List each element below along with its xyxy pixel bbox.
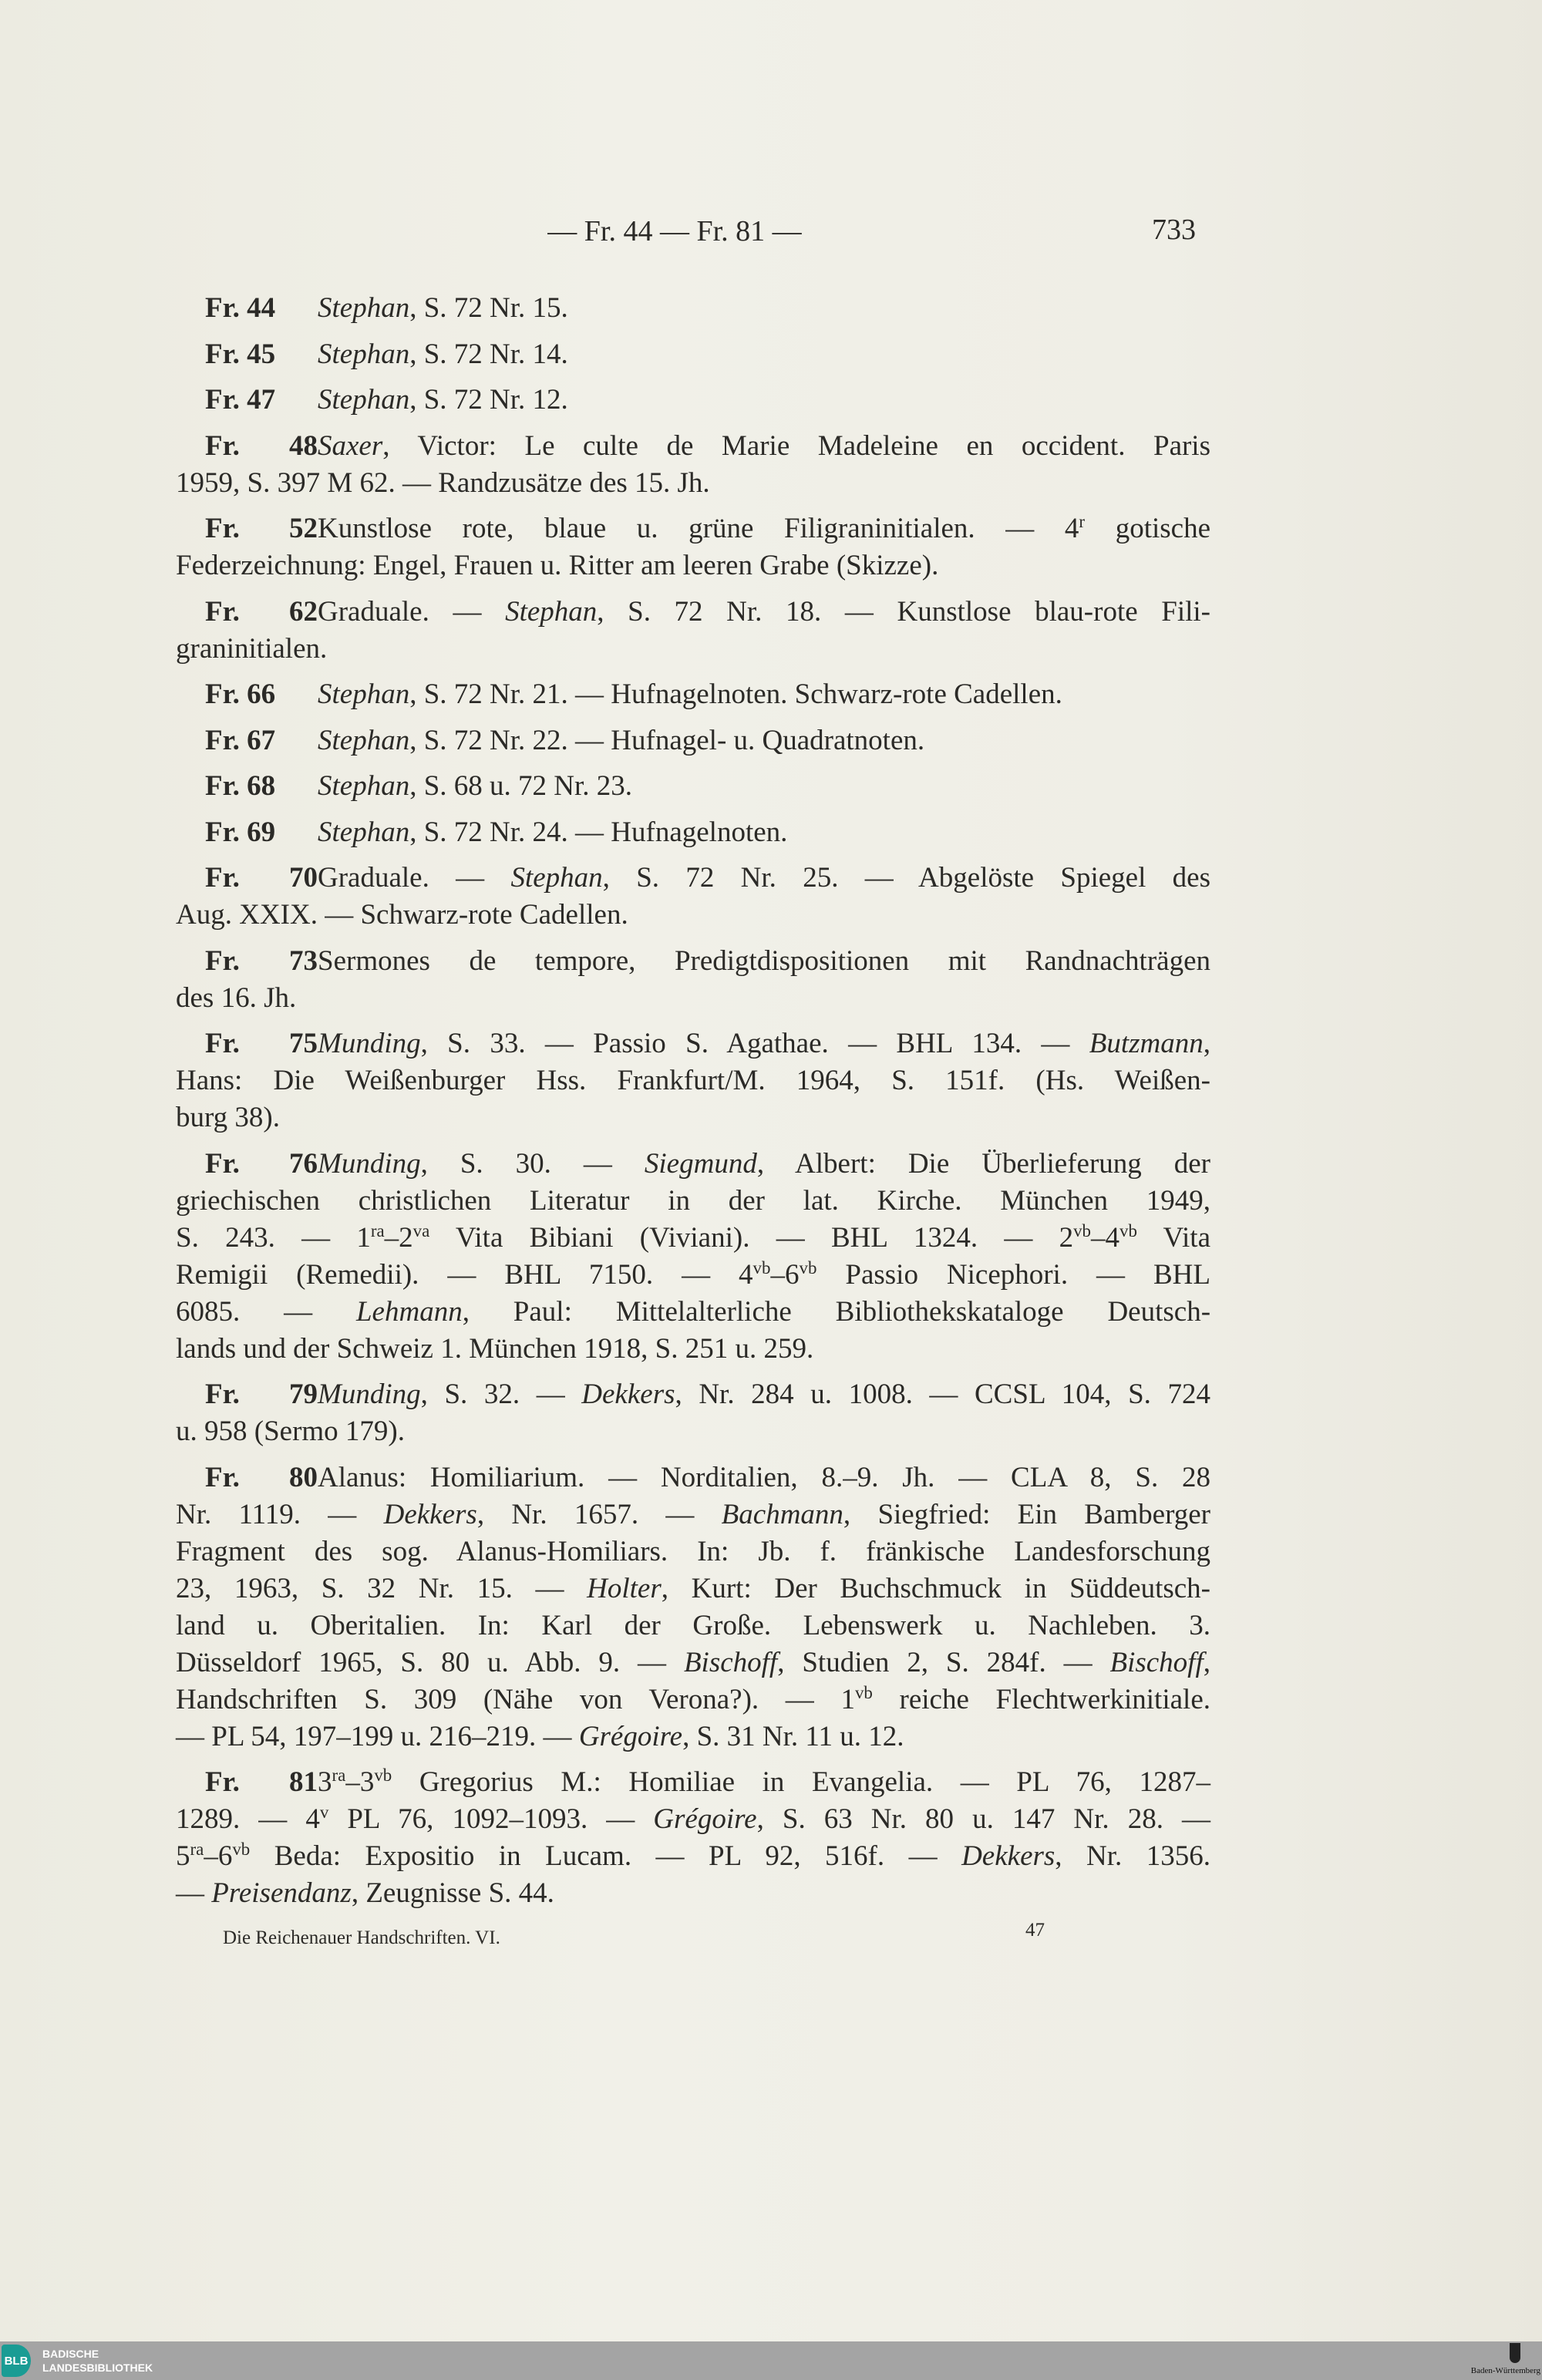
catalog-entry — [176, 943, 1210, 1017]
entry-text: –6 — [204, 1840, 233, 1872]
folio-superscript: ra — [190, 1840, 204, 1860]
fragment-label: Fr. 79 — [205, 1379, 318, 1410]
library-name-line1: BADISCHE — [42, 2348, 99, 2360]
author-name: Stephan — [318, 678, 410, 710]
entry-line — [176, 1025, 1210, 1062]
entry-text: Aug. XXIX. — Schwarz-rote Cadellen. — [176, 899, 628, 931]
entry-text: land u. Oberitalien. In: Karl der Große. Lebenswerk u. Nachleben. 3. — [176, 1609, 1210, 1641]
entry-line — [176, 943, 1210, 980]
entry-text: Remigii (Remedii). — BHL 7150. — 4 — [176, 1258, 753, 1291]
entry-text: , S. 72 Nr. 24. — Hufnagelnoten. — [409, 816, 788, 848]
entry-text: 23, 1963, S. 32 Nr. 15. — — [176, 1572, 588, 1604]
entry-line — [176, 336, 1210, 373]
author-name: Grégoire — [578, 1720, 683, 1752]
entry-text: Fragment des sog. Alanus-Homiliars. In: Jb. f. fränkische Landesforschung — [176, 1535, 1210, 1567]
entry-line — [176, 1496, 1210, 1533]
entry-text: graninitialen. — [176, 632, 328, 665]
entry-line — [176, 860, 1210, 897]
entry-text: , Kurt: Der Buchschmuck in Süddeutsch- — [661, 1572, 1210, 1604]
entry-line — [176, 428, 1210, 465]
entry-text: , Nr. 1657. — — [476, 1498, 722, 1530]
catalog-entry — [176, 594, 1210, 668]
entry-text: Federzeichnung: Engel, Frauen u. Ritter am leeren Grabe (Skizze). — [176, 550, 939, 581]
author-name: Munding — [318, 1028, 421, 1059]
folio-superscript: vb — [1073, 1220, 1092, 1240]
fragment-label: Fr. 70 — [205, 862, 318, 894]
author-name: Dekkers — [581, 1379, 675, 1410]
fragment-label: Fr. 48 — [205, 429, 318, 462]
catalog-entry — [176, 1764, 1210, 1912]
entry-text: , S. 72 Nr. 21. — Hufnagelnoten. Schwarz-rote Cadellen. — [409, 678, 1062, 710]
author-name: Stephan — [318, 724, 410, 756]
entry-text: –6 — [770, 1258, 800, 1291]
entry-line — [176, 1146, 1210, 1183]
library-name-line2: LANDESBIBLIOTHEK — [42, 2361, 153, 2374]
entry-line — [176, 510, 1210, 547]
folio-superscript: vb — [232, 1840, 251, 1860]
author-name: Stephan — [318, 770, 410, 802]
author-name: Dekkers — [383, 1498, 477, 1530]
entry-line — [176, 1294, 1210, 1331]
fragment-label: Fr. 80 — [205, 1461, 318, 1493]
entry-text: 3 — [318, 1766, 332, 1798]
fragment-label: Fr. 69 — [205, 816, 276, 848]
running-head: — Fr. 44 — Fr. 81 — — [547, 215, 802, 247]
entry-line — [176, 1801, 1210, 1838]
entry-text: u. 958 (Sermo 179). — [176, 1416, 405, 1447]
entry-line — [176, 1331, 1210, 1368]
entry-line — [176, 1719, 1210, 1756]
entry-line — [176, 465, 1210, 502]
entry-text: , S. 72 Nr. 22. — Hufnagel- u. Quadratnoten. — [409, 724, 925, 756]
entry-line — [176, 676, 1210, 713]
entry-text: Hans: Die Weißenburger Hss. Frankfurt/M. 1964, S. 151f. (Hs. Weißen- — [176, 1065, 1210, 1096]
entry-text: , Studien 2, S. 284f. — — [777, 1646, 1110, 1678]
entry-line — [176, 1183, 1210, 1220]
author-name: Stephan — [318, 292, 410, 324]
fragment-label: Fr. 44 — [205, 292, 276, 324]
entry-text: Alanus: Homiliarium. — Norditalien, 8.–9. Jh. — CLA 8, S. 28 — [318, 1461, 1210, 1493]
catalog-entry — [176, 428, 1210, 502]
entry-text: , Siegfried: Ein Bamberger — [843, 1498, 1210, 1530]
printer-signature: 47 — [1025, 1920, 1045, 1941]
fragment-label: Fr. 62 — [205, 595, 318, 628]
fragment-label: Fr. 66 — [205, 678, 276, 710]
entry-text: lands und der Schweiz 1. München 1918, S. 251 u. 259. — [176, 1332, 814, 1365]
author-name: Stephan — [505, 595, 598, 628]
catalog-entries — [176, 290, 1210, 1921]
folio-superscript: ra — [332, 1766, 346, 1786]
entry-text: Nr. 1119. — — [176, 1498, 384, 1530]
entry-line — [176, 1764, 1210, 1801]
author-name: Preisendanz — [211, 1877, 352, 1909]
entry-text: , — [1203, 1028, 1210, 1059]
state-name[interactable]: Baden-Württemberg — [1470, 2366, 1540, 2375]
entry-text: , S. 30. — — [420, 1147, 645, 1180]
entry-line — [176, 547, 1210, 584]
author-name: Stephan — [510, 862, 603, 894]
entry-text: , S. 68 u. 72 Nr. 23. — [409, 770, 633, 802]
entry-text: des 16. Jh. — [176, 981, 297, 1014]
fragment-label: Fr. 75 — [205, 1028, 318, 1059]
entry-text: Graduale. — — [318, 862, 511, 894]
entry-text: burg 38). — [176, 1102, 280, 1133]
entry-text: Beda: Expositio in Lucam. — PL 92, 516f. — — [250, 1840, 962, 1872]
entry-text: 1289. — 4 — [176, 1803, 320, 1835]
entry-text: , S. 72 Nr. 25. — Abgelöste Spiegel des — [602, 862, 1210, 894]
author-name: Bischoff — [1109, 1646, 1204, 1678]
author-name: Bachmann — [721, 1498, 843, 1530]
entry-line — [176, 722, 1210, 759]
entry-line — [176, 1220, 1210, 1257]
entry-text: , S. 72 Nr. 14. — [409, 338, 568, 370]
catalog-entry — [176, 676, 1210, 713]
entry-text: 5 — [176, 1840, 190, 1872]
fragment-label: Fr. 73 — [205, 944, 318, 977]
catalog-entry — [176, 768, 1210, 805]
entry-line — [176, 1607, 1210, 1644]
entry-text: , — [1203, 1646, 1210, 1678]
entry-text: gotische — [1085, 513, 1210, 544]
folio-superscript: vb — [752, 1257, 771, 1278]
entry-text: , Albert: Die Überlieferung der — [756, 1147, 1210, 1180]
catalog-entry — [176, 382, 1210, 419]
author-name: Stephan — [318, 816, 410, 848]
entry-line — [176, 814, 1210, 851]
fragment-label: Fr. 76 — [205, 1147, 318, 1180]
author-name: Siegmund — [644, 1147, 757, 1180]
entry-line — [176, 768, 1210, 805]
catalog-entry — [176, 290, 1210, 327]
library-name[interactable] — [42, 2347, 153, 2375]
entry-text: , Victor: Le culte de Marie Madeleine en occident. Paris — [382, 429, 1210, 462]
entry-line — [176, 1875, 1210, 1912]
catalog-entry — [176, 1376, 1210, 1450]
entry-line — [176, 631, 1210, 668]
catalog-entry — [176, 336, 1210, 373]
entry-text: , S. 72 Nr. 18. — Kunstlose blau-rote Fili- — [597, 595, 1210, 628]
entry-text: 1959, S. 397 M 62. — Randzusätze des 15. Jh. — [176, 466, 710, 499]
author-name: Holter — [587, 1572, 662, 1604]
catalog-entry — [176, 814, 1210, 851]
author-name: Grégoire — [653, 1803, 757, 1835]
entry-line — [176, 897, 1210, 934]
folio-superscript: vb — [854, 1682, 873, 1702]
author-name: Munding — [318, 1379, 421, 1410]
entry-text: Graduale. — — [318, 595, 506, 628]
fragment-label: Fr. 45 — [205, 338, 276, 370]
entry-text: Düsseldorf 1965, S. 80 u. Abb. 9. — — [176, 1646, 684, 1678]
entry-line — [176, 1459, 1210, 1496]
entry-line — [176, 1257, 1210, 1294]
fragment-label: Fr. 52 — [205, 513, 318, 544]
entry-line — [176, 594, 1210, 631]
entry-line — [176, 1099, 1210, 1136]
author-name: Dekkers — [961, 1840, 1055, 1872]
author-name: Stephan — [318, 338, 410, 370]
entry-text: , S. 31 Nr. 11 u. 12. — [682, 1720, 904, 1752]
folio-superscript: vb — [799, 1257, 817, 1278]
entry-line — [176, 1413, 1210, 1450]
entry-text: — PL 54, 197–199 u. 216–219. — — [176, 1720, 579, 1752]
entry-line — [176, 1062, 1210, 1099]
entry-text: Vita — [1136, 1221, 1211, 1254]
catalog-entry — [176, 1146, 1210, 1368]
entry-line — [176, 1644, 1210, 1681]
author-name: Saxer — [318, 429, 383, 462]
entry-text: –4 — [1091, 1221, 1120, 1254]
entry-text: — — [176, 1877, 212, 1909]
entry-text: 6085. — — [176, 1295, 356, 1328]
viewer-footer-bar — [0, 2341, 1542, 2380]
author-name: Stephan — [318, 384, 410, 416]
folio-superscript: v — [319, 1803, 329, 1823]
entry-text: Sermones de tempore, Predigtdispositionen mit Randnachträgen — [318, 944, 1210, 977]
folio-superscript: r — [1079, 512, 1086, 532]
author-name: Bischoff — [683, 1646, 778, 1678]
catalog-entry — [176, 1025, 1210, 1136]
page-number: 733 — [1152, 214, 1196, 246]
folio-superscript: ra — [370, 1220, 385, 1240]
entry-text: Handschriften S. 309 (Nähe von Verona?). — 1 — [176, 1683, 855, 1715]
fragment-label: Fr. 81 — [205, 1766, 318, 1798]
entry-text: , S. 72 Nr. 15. — [409, 292, 568, 324]
catalog-entry — [176, 860, 1210, 934]
catalog-entry — [176, 1459, 1210, 1756]
entry-text: Kunstlose rote, blaue u. grüne Filigraninitialen. — 4 — [318, 513, 1079, 544]
catalog-entry — [176, 722, 1210, 759]
entry-text: , S. 63 Nr. 80 u. 147 Nr. 28. — — [756, 1803, 1210, 1835]
author-name: Munding — [318, 1147, 421, 1180]
fragment-label: Fr. 68 — [205, 770, 276, 802]
entry-text: , S. 72 Nr. 12. — [409, 384, 568, 416]
entry-text: Gregorius M.: Homiliae in Evangelia. — PL 76, 1287– — [392, 1766, 1210, 1798]
entry-text: PL 76, 1092–1093. — — [328, 1803, 654, 1835]
entry-text: Passio Nicephori. — BHL — [816, 1258, 1210, 1291]
folio-superscript: vb — [374, 1766, 392, 1786]
entry-text: –2 — [384, 1221, 413, 1254]
entry-text: –3 — [345, 1766, 375, 1798]
entry-line — [176, 382, 1210, 419]
folio-superscript: va — [412, 1220, 430, 1240]
entry-line — [176, 1838, 1210, 1875]
entry-line — [176, 1376, 1210, 1413]
entry-text: Vita Bibiani (Viviani). — BHL 1324. — 2 — [429, 1221, 1074, 1254]
folio-superscript: vb — [1119, 1220, 1137, 1240]
book-title-footer: Die Reichenauer Handschriften. VI. — [223, 1927, 500, 1948]
entry-line — [176, 1681, 1210, 1719]
entry-line — [176, 290, 1210, 327]
entry-line — [176, 980, 1210, 1017]
entry-text: griechischen christlichen Literatur in der lat. Kirche. München 1949, — [176, 1184, 1210, 1217]
blb-logo-icon[interactable]: BLB — [2, 2345, 31, 2377]
coat-of-arms-icon — [1510, 2343, 1520, 2363]
entry-text: , S. 32. — — [420, 1379, 582, 1410]
entry-text: , Paul: Mittelalterliche Bibliothekskataloge Deutsch- — [462, 1295, 1211, 1328]
entry-text: , Nr. 1356. — [1055, 1840, 1211, 1872]
fragment-label: Fr. 67 — [205, 724, 276, 756]
entry-line — [176, 1570, 1210, 1607]
author-name: Lehmann — [355, 1295, 463, 1328]
entry-line — [176, 1533, 1210, 1570]
author-name: Butzmann — [1089, 1028, 1204, 1059]
fragment-label: Fr. 47 — [205, 384, 276, 416]
entry-text: reiche Flechtwerkinitiale. — [872, 1683, 1210, 1715]
catalog-entry — [176, 510, 1210, 584]
entry-text: S. 243. — 1 — [176, 1221, 371, 1254]
entry-text: , Nr. 284 u. 1008. — CCSL 104, S. 724 — [675, 1379, 1210, 1410]
entry-text: , Zeugnisse S. 44. — [351, 1877, 554, 1909]
entry-text: , S. 33. — Passio S. Agathae. — BHL 134. — — [420, 1028, 1089, 1059]
